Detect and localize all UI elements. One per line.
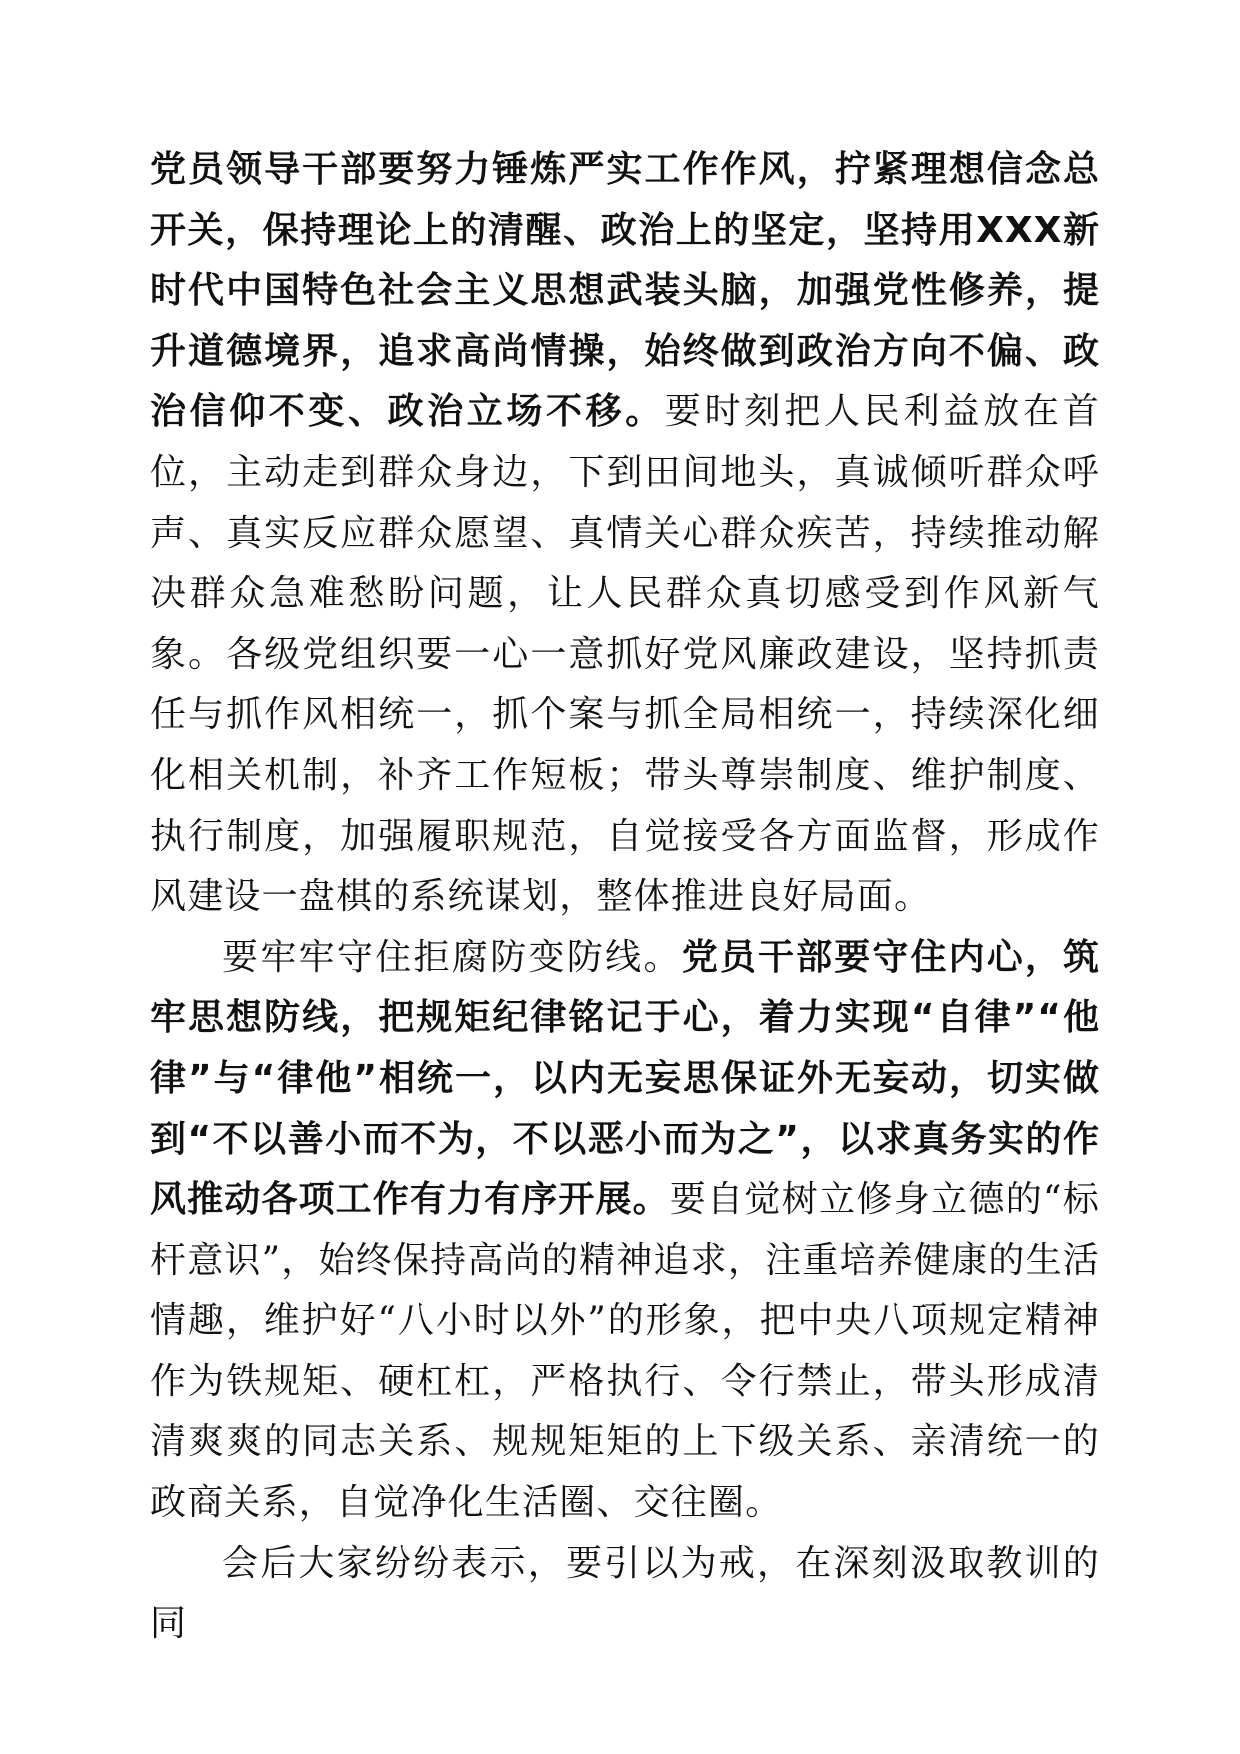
paragraph-1 [150, 140, 1100, 928]
paragraph-1-text: 要时刻把人民利益放在首位，主动走到群众身边，下到田间地头，真诚倾听群众呼声、真实反应群众愿望、真情关心群众疾苦，持续推动解决群众急难愁盼问题，让人民群众真切感受到作风新气象。各级党组织要一心一意抓好党风廉政建设，坚持抓责任与抓作风相统一，抓个案与抓全局相统一，持续深化细化相关机制，补齐工作短板；带头尊崇制度、维护制度、执行制度，加强履职规范，自觉接受各方面监督，形成作风建设一盘棋的系统谋划，整体推进良好局面。 [150, 391, 1100, 918]
paragraph-3 [150, 1534, 1100, 1655]
paragraph-2-text: 要自觉树立修身立德的“标杆意识”，始终保持高尚的精神追求，注重培养健康的生活情趣，维护好“八小时以外”的形象，把中央八项规定精神作为铁规矩、硬杠杠，严格执行、令行禁止，带头形成清清爽爽的同志关系、规规矩矩的上下级关系、亲清统一的政商关系，自觉净化生活圈、交往圈。 [150, 1179, 1100, 1524]
paragraph-1-bold-text: 党员领导干部要努力锤炼严实工作作风，拧紧理想信念总开关，保持理论上的清醒、政治上的坚定，坚持用XXX新时代中国特色社会主义思想武装头脑，加强党性修养，提升道德境界，追求高尚情操，始终做到政治方向不偏、政治信仰不变、政治立场不移。 [150, 149, 1100, 433]
paragraph-3-text: 会后大家纷纷表示，要引以为戒，在深刻汲取教训的同 [150, 1542, 1100, 1645]
paragraph-2 [150, 928, 1100, 1534]
paragraph-2-lead-text: 要牢牢守住拒腐防变防线。 [222, 936, 682, 978]
paragraph-2-bold-text: 党员干部要守住内心，筑牢思想防线，把规矩纪律铭记于心，着力实现“自律”“他律”与“律他”相统一，以内无妄思保证外无妄动，切实做到“不以善小而不为，不以恶小而为之”，以求真务实的作风推动各项工作有力有序开展。 [150, 936, 1100, 1221]
document-body [150, 140, 1100, 1655]
